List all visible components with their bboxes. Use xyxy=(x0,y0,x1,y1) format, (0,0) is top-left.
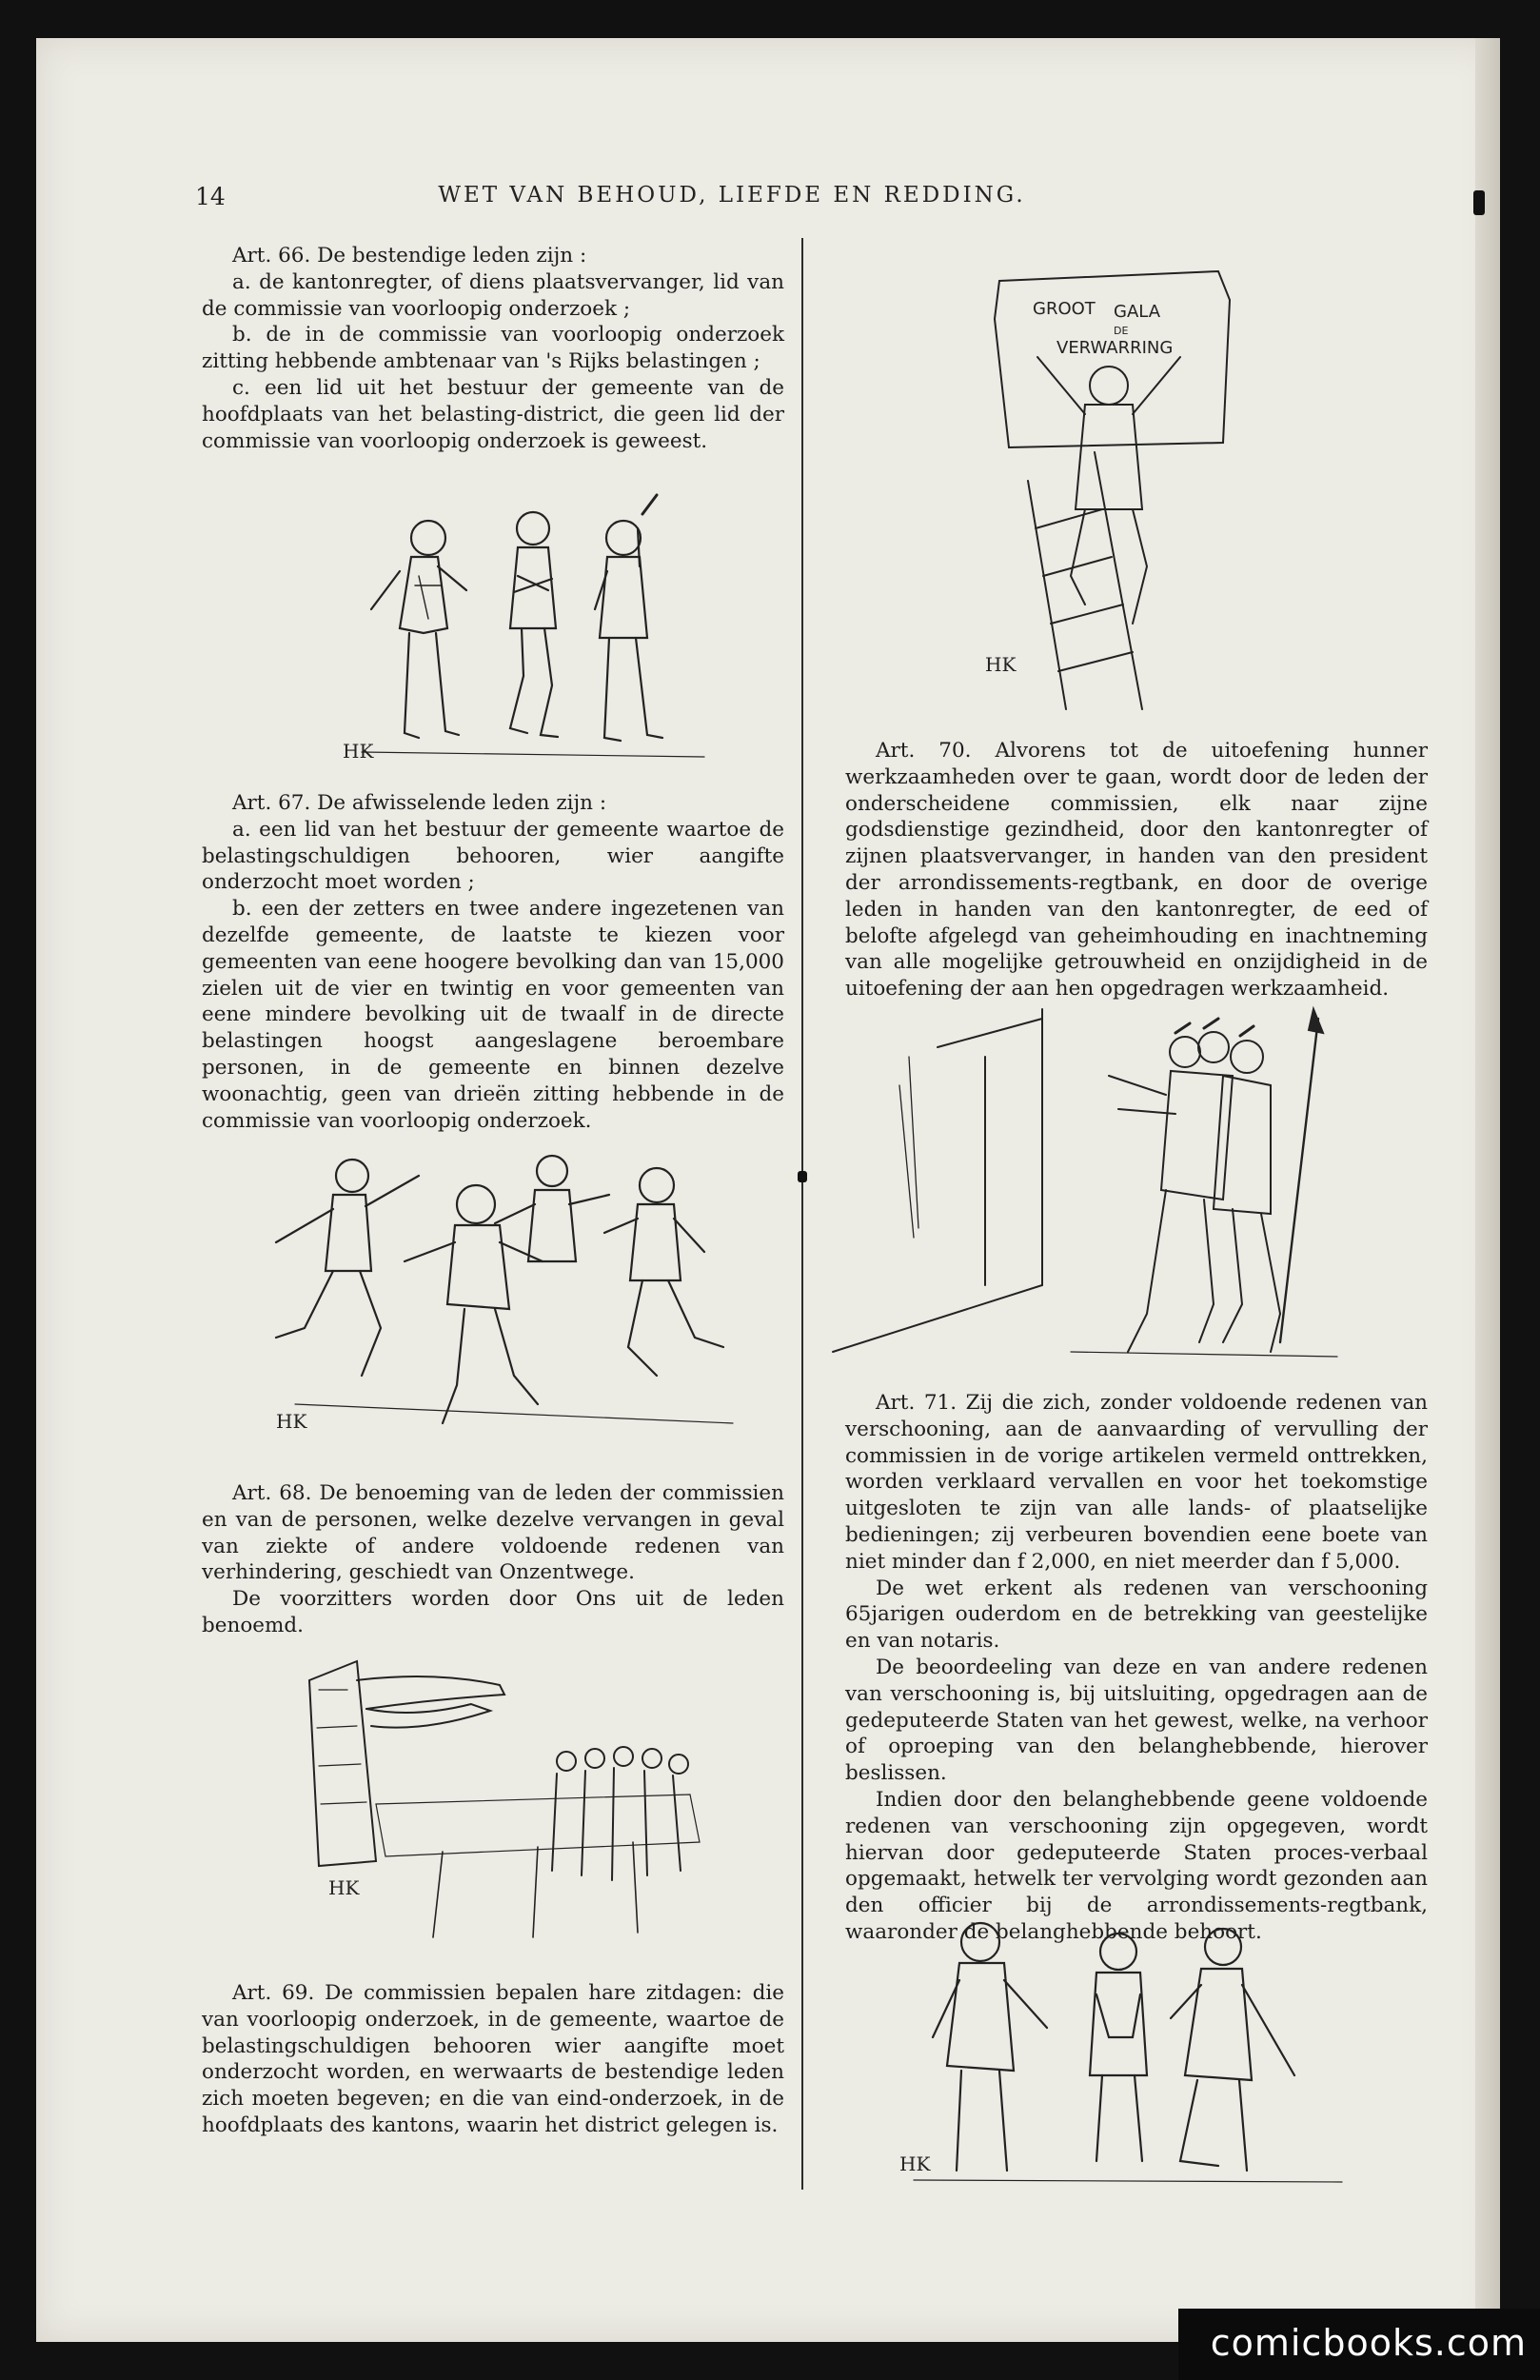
column-rule-mark xyxy=(798,1171,807,1182)
signature-5: HK xyxy=(899,2152,931,2175)
article-71 xyxy=(845,1390,1428,1946)
art71-p1: Art. 71. Zij die zich, zonder voldoende redenen van verschooning, aan de aanvaarding of vervulling der commissien in de vorige artikelen vermeld onttrekken, worden verklaard vervallen en voor het toekomstige uitgesloten te zijn van alle lands- of plaatselijke bedieningen; zij verbeuren bovendien eene boete van niet minder dan f 2,000, en niet meerder dan f 5,000. xyxy=(845,1391,1428,1574)
figure-bill-poster xyxy=(1037,357,1180,624)
article-66 xyxy=(202,243,784,454)
watermark-text: comicbooks.com xyxy=(1210,2322,1527,2364)
figure-dancer-3 xyxy=(495,1156,609,1261)
article-68 xyxy=(202,1480,784,1639)
watermark-banner xyxy=(1178,2309,1540,2380)
art67-intro: Art. 67. De afwisselende leden zijn : xyxy=(232,791,607,815)
poster-word-4: VERWARRING xyxy=(1056,338,1174,358)
illustration-three-gentlemen xyxy=(895,1904,1361,2190)
soldiers xyxy=(1109,1009,1323,1352)
poster-word-2: GALA xyxy=(1114,302,1161,322)
signature-1: HK xyxy=(343,740,374,763)
illustration-hands-committee xyxy=(290,1652,747,1952)
poster-word-1: GROOT xyxy=(1033,299,1096,319)
figure-man-middle xyxy=(510,512,558,737)
scaffold xyxy=(833,1009,1042,1352)
figure-dancer-4 xyxy=(604,1168,723,1376)
figure-gentleman-middle xyxy=(1090,1934,1147,2161)
article-70 xyxy=(845,738,1428,1002)
art71-p2: De wet erkent als redenen van verschooning 65jarigen ouderdom en de betrekking van geestelijke en van notaris. xyxy=(845,1576,1428,1654)
next-page-edge xyxy=(1475,38,1500,2342)
column-rule xyxy=(801,238,803,2190)
art66-intro: Art. 66. De bestendige leden zijn : xyxy=(232,244,587,268)
art68-p1: Art. 68. De benoeming van de leden der commissien en van de personen, welke dezelve vervangen in geval van ziekte of andere voldoende redenen van verhindering, geschiedt van Onzentwege. xyxy=(202,1481,784,1585)
signature-2: HK xyxy=(276,1410,307,1433)
figure-gentleman-left xyxy=(933,1923,1047,2171)
art66-b: b. de in de commissie van voorloopig onderzoek zitting hebbende ambtenaar van 's Rijks belastingen ; xyxy=(202,323,784,374)
art66-a: a. de kantonregter, of diens plaatsvervanger, lid van de commissie van voorloopig onderzoek ; xyxy=(202,269,784,321)
article-69 xyxy=(202,1980,784,2139)
art67-b: b. een der zetters en twee andere ingezetenen van dezelfde gemeente, de laatste te kiezen voor gemeenten van eene hoogere bevolking dan van 15,000 zielen uit de vier en twintig en voor gemeenten van eene mindere bevolking uit de twaalf in de directe belastingen hoogst aangeslagene beroembare personen, in de gemeente en binnen dezelve woonachtig, geen van drieën zitting hebbende in de commissie van voorloopig onderzoek. xyxy=(202,897,784,1133)
figure-man-right xyxy=(595,495,662,741)
art66-c: c. een lid uit het bestuur der gemeente van de hoofdplaats van het belasting-district, die geen lid der commissie van voorloopig onderzoek is geweest. xyxy=(202,375,784,453)
art71-p4: Indien door den belanghebbende geene voldoende redenen van verschooning zijn opgegeven, wordt hiervan door gedeputeerde Staten proces-verbaal opgemaakt, hetwelk ter vervolging wordt gezonden aan den officier bij de arrondissements-regtbank, waaronder de belanghebbende behoort. xyxy=(845,1787,1428,1944)
illustration-dancing-men xyxy=(238,1138,780,1452)
poster xyxy=(995,271,1230,447)
figure-dancer-2 xyxy=(405,1185,543,1423)
page-header xyxy=(0,143,1464,210)
committee-group xyxy=(552,1747,688,1880)
article-67 xyxy=(202,790,784,1134)
art71-p3: De beoordeeling van deze en van andere redenen van verschooning is, bij uitsluiting, opgedragen aan de gedeputeerde Staten van het gewest, welke, na verhoor of oproeping van den belanghebbende, hierover beslissen. xyxy=(845,1655,1428,1786)
signature-3: HK xyxy=(328,1876,360,1899)
illustration-roman-soldiers xyxy=(823,1000,1356,1366)
poster-word-3: DE xyxy=(1114,325,1129,337)
signature-4: HK xyxy=(985,653,1017,676)
hand-sleeve xyxy=(309,1661,504,1866)
figure-man-left xyxy=(371,521,466,738)
art68-p2: De voorzitters worden door Ons uit de leden benoemd. xyxy=(202,1587,784,1637)
running-title: WET VAN BEHOUD, LIEFDE EN REDDING. xyxy=(438,183,1026,208)
page-number: 14 xyxy=(195,183,226,210)
illustration-poster-hanger xyxy=(980,262,1237,719)
figure-dancer-1 xyxy=(276,1160,419,1376)
binding-mark xyxy=(1473,190,1485,215)
ladder xyxy=(1028,452,1142,709)
art69-p1: Art. 69. De commissien bepalen hare zitdagen: die van voorloopig onderzoek, in de gemeente, waartoe de belastingschuldigen behooren wier aangifte moet onderzocht worden, en werwaarts de bestendige leden zich moeten begeven; en die van eind-onderzoek, in de hoofdplaats des kantons, waarin het district gelegen is. xyxy=(202,1981,784,2137)
art70-p1: Art. 70. Alvorens tot de uitoefening hunner werkzaamheden over te gaan, wordt door de leden der onderscheidene commissien, elk naar zijne godsdienstige gezindheid, door den kantonregter of zijnen plaatsvervanger, in handen van den president der arrondissements-regtbank, en door de overige leden in handen van den kantonregter, de eed of belofte afgelegd van geheimhouding en inachtneming van alle mogelijke getrouwheid en onzijdigheid in de uitoefening der aan hen opgedragen werkzaamheid. xyxy=(845,739,1428,1002)
art67-a: a. een lid van het bestuur der gemeente waartoe de belastingschuldigen behooren, wier aangifte onderzocht moet worden ; xyxy=(202,817,784,895)
figure-gentleman-right xyxy=(1171,1929,1294,2171)
illustration-three-men xyxy=(324,486,742,771)
